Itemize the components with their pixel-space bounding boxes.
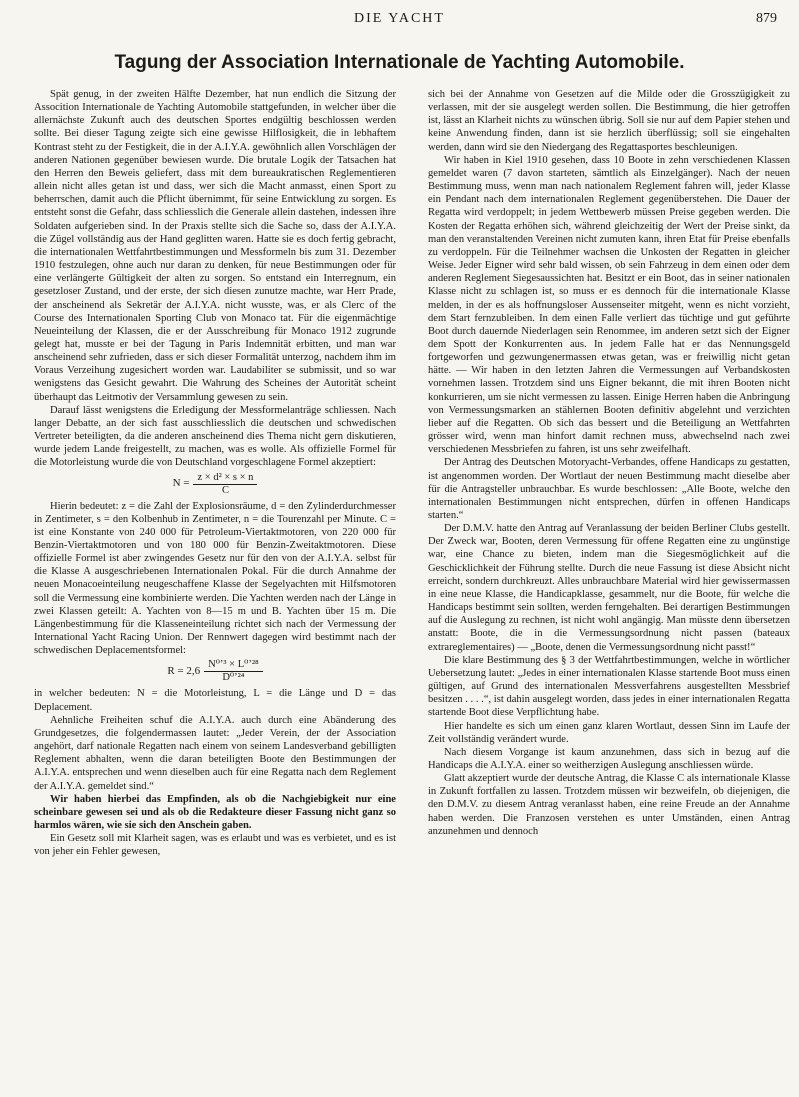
paragraph: Glatt akzeptiert wurde der deutsche Antrag, die Klasse C als internationale Klasse in Zukunft fortfallen zu lassen. Trotzdem müssen wir bezweifeln, ob diejenigen, die den D.M.V. zu diesem Antrag veranlasst haben, eine reine Freude an der Annahme haben werden. Die Franzosen verstehen es unter Umständen, einen Antrag anzunehmen und dennoch: [428, 773, 790, 837]
formula-numerator: N⁰ʼ³ × L⁰ʼ²⁸: [204, 659, 263, 672]
paragraph: Hierin bedeutet: z = die Zahl der Explosionsräume, d = den Zylinderdurchmesser in Zentimeter, s = den Kolbenhub in Zentimeter, n = die Tourenzahl per Minute. C = ist eine Konstante von 240 000 für Petroleum-Viertaktmotoren, von 220 000 für Benzin-Viertaktmotoren und von 180 000 für Benzin-Zweitaktmotoren. Diese offizielle Formel ist aber zwingendes Gesetz nur für den von der A.I.Y.A. selbst für die Klasse A ausgeschriebenen Internationalen Pokal. Für die durch Annahme der neuen Monacoeinteilung neugeschaffene Klasse der Segelyachten mit Hilfsmotoren soll die Vermessung eine kombinierte werden. Die Yachten werden nach der Länge in zwei Klassen geteilt: A. Yachten von 8—15 m und B. Yachten über 15 m. Die Längenbestimmung für die Klasseneinteilung richtet sich nach der Vermessung der International Yacht Racing Union. Der Rennwert dagegen wird bestimmt nach der schwedischen Deplacementsformel:: [34, 500, 396, 657]
running-header: [0, 10, 799, 30]
paragraph: Spät genug, in der zweiten Hälfte Dezember, hat nun endlich die Sitzung der Assocition Internationale de Yachting Automobile stattgefunden, in welcher über die allernächste Zukunft auch des deutschen Sportes endgültig beschlossen werden sollte. Bei dieser Tagung zeigte sich eine gewisse Hilflosigkeit, die in lebhaftem Kontrast steht zu der Festigkeit, die in der A.I.Y.A. gewöhnlich allen Vorschlägen der anderen Nationen gegenüber bewiesen wurde. Die brutale Logik der Tatsachen hat den Herren den Beweis geliefert, dass mit dem bureaukratischen Reglementieren allein nicht alles getan ist und dass, wer sich die Macht anmasst, einen Sport zu beherrschen, damit auch die Pflicht übernimmt, für seine Entwicklung zu sorgen. Es entsteht sonst die Gefahr, dass schliesslich die Generale allein dastehen, indessen ihre Soldaten aufgerieben sind. In der Praxis stellte sich die Sache so, dass der A.I.Y.A. die Zügel vollständig aus der Hand geglitten waren. Hatte sie es doch fertig gebracht, die internationalen Wettfahrtbestimmungen und Messformeln bis zum 31. Dezember 1910 festzulegen, ohne auch nur daran zu denken, für neue Bestimmungen oder für eine verlängerte Gültigkeit der alten zu sorgen. So entstand ein Interregnum, ein gesetzloser Zustand, und der erste, der sich diesen zunutze machte, war Herr Prade, der anscheinend als Sekretär der A.I.Y.A. nicht wusste, was, er als Clerc of the Course des Internationalen Sporting Club von Monaco tat. Für die eigenmächtige Neueinteilung der Klassen, die er der Ausschreibung für Monaco 1912 zugrunde gelegt hat, musste er bei der Tagung in Paris Indemnität erbitten, und man war anscheinend sehr zufrieden, dass er sich dieser Formalität unterzog, nachdem ihm im Voraus Verzeihung zugesichert worden war. Laudabiliter se submissit, und so war wenigstens das Gesicht gewahrt. Die Wahrung des Scheines der Autorität scheint überhaupt das Leitmotiv der Versammlung gewesen zu sein.: [34, 89, 396, 403]
paragraph: Darauf lässt wenigstens die Erledigung der Messformelanträge schliessen. Nach langer Debatte, an der sich fast ausschliesslich die deutschen und schwedischen Vertreter beteiligten, da die anderen anscheinend dies Thema nicht gern diskutieren, wurde jedem Lande freigestellt, zu machen, was es wolle. Als offizielle Formel für die Motorleistung wurde die von Deutschland vorgeschlagene Formel akzeptiert:: [34, 404, 396, 469]
journal-title: DIE YACHT: [354, 11, 445, 26]
paragraph: in welcher bedeuten: N = die Motorleistung, L = die Länge und D = das Deplacement.: [34, 688, 396, 713]
formula-fraction: [193, 472, 257, 497]
right-column: [428, 88, 790, 838]
formula-denominator: D⁰ʼ²⁴: [222, 672, 245, 684]
paragraph: Aehnliche Freiheiten schuf die A.I.Y.A. auch durch eine Abänderung des Grundgesetzes, die folgendermassen lautet: „Jeder Verein, der der Association angehört, darf nationale Regatten nach einem von seinem Landesverband gebilligten Reglement abhalten, wenn die daran beteiligten Boote den Bestimmungen der A.I.Y.A. entsprechen und wenn dieselben auch für eine Regatta nach dem Reglement der A.I.Y.A. gemeldet sind.“: [34, 714, 396, 792]
left-column: [34, 88, 396, 858]
paragraph: Ein Gesetz soll mit Klarheit sagen, was es erlaubt und was es verbietet, und es ist von jeher ein Fehler gewesen,: [34, 833, 396, 858]
formula-lhs: R = 2,6: [167, 665, 201, 678]
formula-numerator: z × d² × s × n: [193, 472, 257, 485]
rating-formula: [34, 659, 396, 684]
formula-fraction: [204, 659, 263, 684]
paragraph: Der Antrag des Deutschen Motoryacht-Verbandes, offene Handicaps zu gestatten, ist angenommen worden. Der Wortlaut der neuen Bestimmung macht dieselbe aber für die Antragsteller unbrauchbar. Es wurde beschlossen: „Alle Boote, welche den internationalen Bestimmungen nicht entsprechen, dürfen in offenen Handicaps starten.“: [428, 457, 790, 521]
formula-denominator: C: [221, 484, 229, 496]
paragraph: Die klare Bestimmung des § 3 der Wettfahrtbestimmungen, welche in wörtlicher Uebersetzung lautet: „Jedes in einer internationalen Klasse startende Boot muss einen gültigen, auf Grund des internationalen Messverfahrens ausgestellten Messbrief besitzen . . . .“, ist dahin ausgelegt worden, dass jedes in einer internationalen Regatta startende Boot diese Verpflichtung habe.: [428, 654, 790, 719]
motor-power-formula: [34, 472, 396, 497]
paragraph: Nach diesem Vorgange ist kaum anzunehmen, dass sich in bezug auf die Handicaps die A.I.Y.A. einer so weitherzigen Auslegung anschliessen würde.: [428, 746, 790, 771]
paragraph: Wir haben hierbei das Empfinden, als ob die Nachgiebigkeit nur eine scheinbare gewesen sei und als ob die Redakteure dieser Fassung nicht ganz so harmlos wären, wie sie sich den Anschein gaben.: [34, 793, 396, 831]
paragraph: Hier handelte es sich um einen ganz klaren Wortlaut, dessen Sinn im Laufe der Zeit vollständig verändert wurde.: [428, 720, 790, 745]
paragraph: Wir haben in Kiel 1910 gesehen, dass 10 Boote in zehn verschiedenen Klassen gemeldet waren (7 davon starteten, sämtlich als Einzelgänger). Nach der neuen Bestimmung muss, wenn man nach nationalem Reglement fahren will, jeder Klasse ein Pendant nach dem internationalen Reglement gegenüberstehen. Die Dauer der Regatta wird verdoppelt; in jedem Wettbewerb müssen Preise gegeben werden. Die Kosten der Regatta erhöhen sich, während gleichzeitig der Wert der Preise sinkt, da man den veranstaltenden Vereinen nicht zumuten kann, ihren Etat für Preise ebenfalls zu verdoppeln. Für die Teilnehmer wachsen die Unkosten der Regatten in gleicher Weise. Jeder Eigner wird sehr bald wissen, ob sein Fahrzeug in dem einen oder dem anderen Reglement Siegesaussichten hat. Besitzt er ein Boot, das in seiner nationalen Klasse nicht zu schlagen ist, so muss er es dennoch für die internationale Klasse melden, in der es als hoffnungsloser Aussenseiter mitgeht, wenn es nicht vorzieht, dem Start fernzubleiben. In dem einen Falle verliert das tüchtige und gut geführte Boot durch dauernde Niederlagen sein Renommee, im anderen setzt sich der Eigner dem Spott der Konkurrenten aus. In jedem Falle hat er das Nennungsgeld fortgeworfen und gezwungenermassen etwas getan, was er freiwillig nicht getan hätte. — Wir haben in den letzten Jahren die Vermessungen auf Verbandskosten vornehmen lassen. Trotzdem sind uns Eigner bekannt, die mit ihren Booten nicht konkurrieren, um sie nicht vermessen zu lassen. Einige Herren haben die Anbringung von Vermessungsmarken an stählernen Booten definitiv abgelehnt und verzichten lieber auf die Regatten. Ob sich das bessert und die Beteiligung an Wettfahrten grösser wird, wenn man hinfort damit rechnen muss, abwechselnd nach zwei verschiedenen Messbriefen zu fahren, ist uns sehr zweifelhaft.: [428, 154, 790, 456]
article-title: Tagung der Association Internationale de Yachting Automobile.: [114, 52, 685, 73]
page-number: 879: [756, 11, 777, 26]
paragraph: Der D.M.V. hatte den Antrag auf Veranlassung der beiden Berliner Clubs gestellt. Der Zweck war, Booten, deren Vermessung für offene Regatten eine zu ungünstige war, eine Chance zu bieten, indem man die Siegesmöglichkeit auf die Geschicklichkeit der Führung stellte. Durch die neue Fassung ist diese Absicht nicht erreicht, sondern durchkreuzt. Alles unbrauchbare Material wird hier gewissermassen in eine neue Klasse, die Handicapklasse, gesammelt, nur die Boote, für welche die Handicaps bestimmt sein sollten, werden ferngehalten. Bei derartigen Bestimmungen auf die Auslegung zu rechnen, ist nicht wohl angängig. Man müsste denn übersetzen anstatt: Boote, die in die Vermessungsordnung nicht passen (bateaux extrareglementaires) — „Boote, denen die Vermessungsordnung nicht passt!“: [428, 523, 790, 653]
formula-lhs: N =: [172, 477, 190, 490]
paragraph: sich bei der Annahme von Gesetzen auf die Milde oder die Grosszügigkeit zu verlassen, mit der sie ausgelegt werden sollen. Die Bestimmung, die hier getroffen ist, lässt an Klarheit nichts zu wünschen übrig. Soll sie nur auf dem Papier stehen und keine Anwendung finden, dann ist sie herzlich überflüssig; soll sie eingehalten werden, dann wird sie den Niedergang des Regattasportes beschleunigen.: [428, 89, 790, 153]
